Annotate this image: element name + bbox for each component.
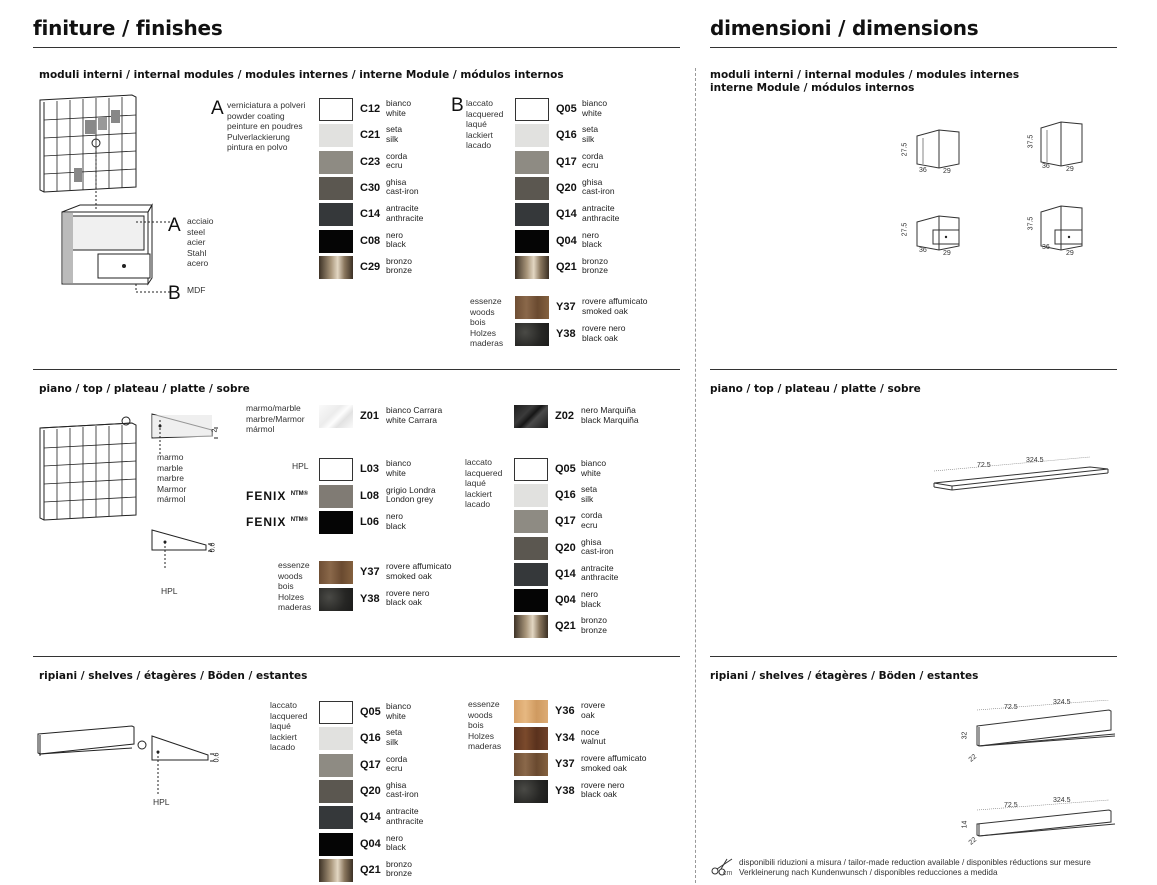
- finish-description: rovere nero black oak: [582, 323, 626, 343]
- finish-code: Q04: [360, 837, 381, 850]
- finish-code: Q17: [556, 155, 577, 168]
- section-rule: [710, 369, 1117, 370]
- swatch-y37: [515, 296, 549, 319]
- finish-description: rovere affumicato smoked oak: [581, 753, 647, 773]
- finish-description: bianco white: [581, 458, 607, 478]
- swatch-l08: [319, 485, 353, 508]
- swatch-c08: [319, 230, 353, 253]
- swatch-q04: [515, 230, 549, 253]
- module-dim-w: 29: [943, 168, 951, 175]
- finish-code: Y38: [555, 784, 575, 797]
- finish-description: nero black: [582, 229, 602, 250]
- top-dim-w1: 72.5: [977, 462, 991, 469]
- finish-code: Q16: [555, 489, 576, 502]
- finish-code: L06: [360, 516, 379, 528]
- finish-code: Q21: [360, 863, 381, 876]
- module-label-a: acciaio steel acier Stahl acero: [187, 216, 214, 269]
- hpl-caption-shelves: HPL: [153, 797, 170, 807]
- swatch-q14: [319, 806, 353, 829]
- section-rule: [710, 656, 1117, 657]
- swatch-y38: [514, 780, 548, 803]
- group-a-text: verniciatura a polveri powder coating peinture en poudres Pulverlackierung pintura en polvo: [227, 100, 306, 153]
- finish-code: Y34: [555, 731, 575, 744]
- top-thickness-hpl: 0.6: [209, 542, 217, 553]
- swatch-q14: [514, 563, 548, 586]
- title-rule-left: [33, 47, 680, 48]
- bookcase-module-illustration: [36, 92, 186, 302]
- finish-description: nero black: [386, 229, 406, 250]
- swatch-q17: [319, 754, 353, 777]
- column-divider: [695, 68, 696, 883]
- section-title-modules: moduli interni / internal modules / modules internes / interne Module / módulos internos: [39, 69, 564, 81]
- module-dim-h2: 37.5: [1027, 216, 1035, 231]
- finish-code: Q14: [360, 811, 381, 824]
- swatch-y38: [319, 588, 353, 611]
- finish-code: C23: [360, 155, 381, 168]
- finish-code: Q04: [556, 234, 577, 247]
- section-title-top: piano / top / plateau / platte / sobre: [39, 383, 250, 395]
- module-dim-w: 29: [1066, 250, 1074, 257]
- swatch-q04: [319, 833, 353, 856]
- module-label-b-letter: B: [168, 283, 181, 304]
- finish-description: bronzo bronze: [386, 858, 412, 879]
- finish-description: antracite anthracite: [582, 203, 620, 223]
- finish-description: rovere affumicato smoked oak: [386, 561, 452, 581]
- shelf-dim-d-b: 22: [967, 836, 979, 847]
- hpl-text: HPL: [292, 461, 309, 471]
- module-label-a-letter: A: [168, 215, 181, 236]
- shelf-dim-w2-a: 324.5: [1053, 699, 1071, 706]
- swatch-q17: [515, 151, 549, 174]
- finish-description: nero black: [386, 511, 406, 531]
- finish-code: Y36: [555, 705, 575, 717]
- swatch-z01: [319, 405, 353, 428]
- finish-description: grigio Londra London grey: [386, 484, 436, 505]
- finish-description: corda ecru: [581, 510, 603, 530]
- finish-description: ghisa cast-iron: [582, 176, 615, 197]
- lacquer-text-shelves: laccato lacquered laqué lackiert lacado: [270, 700, 308, 753]
- finish-description: bianco white: [386, 98, 412, 118]
- title-rule-right: [710, 47, 1117, 48]
- finish-code: Q05: [556, 103, 577, 115]
- woods-text-top: essenze woods bois Holzes maderas: [278, 560, 312, 613]
- finish-description: antracite anthracite: [386, 203, 424, 223]
- module-label-b: MDF: [187, 285, 206, 295]
- swatch-z02: [514, 405, 548, 428]
- finish-code: C30: [360, 181, 381, 194]
- finish-description: corda ecru: [386, 753, 408, 774]
- finish-code: Z01: [360, 410, 379, 422]
- swatch-y37: [514, 753, 548, 776]
- finish-description: nero black: [581, 589, 601, 609]
- finish-code: Y38: [556, 328, 576, 340]
- swatch-l06: [319, 511, 353, 534]
- finish-code: Q21: [556, 260, 577, 273]
- swatch-y37: [319, 561, 353, 584]
- section-rule: [33, 656, 680, 657]
- finish-code: Y38: [360, 592, 380, 605]
- finish-code: Q16: [360, 732, 381, 745]
- finish-description: noce walnut: [581, 726, 606, 747]
- finish-code: Q14: [556, 208, 577, 221]
- swatch-l03: [319, 458, 353, 481]
- finish-description: rovere affumicato smoked oak: [582, 296, 648, 316]
- finish-code: C29: [360, 260, 381, 273]
- finish-description: bianco white: [386, 458, 412, 478]
- section-title-shelves: ripiani / shelves / étagères / Böden / estantes: [39, 670, 308, 682]
- finish-code: C14: [360, 208, 381, 221]
- finish-description: nero black: [386, 832, 406, 853]
- section-title-modules-dim: moduli interni / internal modules / modules internes: [710, 69, 1020, 81]
- finish-description: ghisa cast-iron: [386, 779, 419, 800]
- finish-code: Q05: [360, 706, 381, 718]
- shelf-dimension-drawings: [965, 700, 1120, 850]
- finish-description: rovere oak: [581, 700, 606, 720]
- finish-code: Q05: [555, 463, 576, 475]
- swatch-c29: [319, 256, 353, 279]
- section-rule: [33, 369, 680, 370]
- finish-code: Q20: [360, 784, 381, 797]
- woods-text-modules: essenze woods bois Holzes maderas: [470, 296, 504, 349]
- lacquer-text-top: laccato lacquered laqué lackiert lacado: [465, 457, 503, 510]
- group-a-letter: A: [211, 98, 224, 119]
- shelf-illustration: [36, 718, 226, 808]
- finish-description: ghisa cast-iron: [386, 176, 419, 197]
- shelf-dim-h2: 14: [961, 820, 969, 829]
- shelf-dim-w2-b: 324.5: [1053, 797, 1071, 804]
- shelf-dim-w1-a: 72.5: [1004, 704, 1018, 711]
- top-dim-w2: 324.5: [1026, 457, 1044, 464]
- finish-code: Q17: [555, 515, 576, 528]
- swatch-q21: [514, 615, 548, 638]
- finish-description: bianco white: [582, 98, 608, 118]
- finish-code: C12: [360, 103, 381, 115]
- finish-description: seta silk: [386, 124, 403, 144]
- swatch-q05: [319, 701, 353, 724]
- swatch-q17: [514, 510, 548, 533]
- swatch-c30: [319, 177, 353, 200]
- finish-code: Q20: [555, 541, 576, 554]
- swatch-q16: [319, 727, 353, 750]
- swatch-q20: [319, 780, 353, 803]
- finish-description: bianco white: [386, 701, 412, 721]
- finish-code: Y37: [556, 301, 576, 313]
- finish-code: Q04: [555, 594, 576, 606]
- finish-code: Q14: [555, 567, 576, 580]
- group-b-text: laccato lacquered laqué lackiert lacado: [466, 98, 504, 151]
- section-title-shelves-dim: ripiani / shelves / étagères / Böden / estantes: [710, 670, 979, 682]
- marble-caption: marmo marble marbre Marmor mármol: [157, 452, 187, 505]
- finish-description: seta silk: [386, 727, 403, 747]
- finish-code: L08: [360, 489, 379, 502]
- module-dim-d: 36: [1042, 244, 1050, 251]
- swatch-c23: [319, 151, 353, 174]
- top-thickness-marble: 2: [211, 428, 219, 433]
- module-dim-d: 36: [1042, 163, 1050, 170]
- finish-description: rovere nero black oak: [386, 587, 430, 608]
- finish-description: rovere nero black oak: [581, 779, 625, 800]
- finish-code: C08: [360, 234, 381, 247]
- finish-description: antracite anthracite: [386, 806, 424, 826]
- module-dimension-drawings: [895, 120, 1095, 260]
- finish-description: bronzo bronze: [581, 615, 607, 635]
- finish-description: seta silk: [581, 484, 598, 504]
- reduction-note: disponibili riduzioni a misura / tailor-made reduction available / disponibles réductions sur mesure Verkleinerung nach Kundenwunsch / disponibles reducciones a medida: [739, 858, 1091, 877]
- swatch-q05: [515, 98, 549, 121]
- swatch-q20: [515, 177, 549, 200]
- module-dim-h2: 37.5: [1027, 134, 1035, 149]
- module-dim-d: 36: [919, 247, 927, 254]
- shelf-dim-w1-b: 72.5: [1004, 802, 1018, 809]
- finish-description: corda ecru: [582, 150, 604, 171]
- swatch-c14: [319, 203, 353, 226]
- shelf-dim-d-a: 22: [967, 753, 979, 764]
- module-dim-w: 29: [943, 250, 951, 257]
- top-dimension-drawing: [930, 455, 1110, 500]
- shelf-dim-h1: 32: [961, 731, 969, 740]
- unit-label: cm: [723, 870, 733, 877]
- finish-code: L03: [360, 463, 379, 475]
- swatch-q05: [514, 458, 548, 481]
- finish-description: antracite anthracite: [581, 562, 619, 583]
- finish-description: bronzo bronze: [582, 255, 608, 276]
- finish-code: Q20: [556, 181, 577, 194]
- swatch-q14: [515, 203, 549, 226]
- swatch-q16: [515, 124, 549, 147]
- section-title-modules-dim-2: interne Module / módulos internos: [710, 82, 915, 94]
- shelf-thickness: 0.6: [213, 752, 221, 763]
- section-title-top-dim: piano / top / plateau / platte / sobre: [710, 383, 921, 395]
- swatch-y36: [514, 700, 548, 723]
- marble-text: marmo/marble marbre/Marmor mármol: [246, 403, 305, 435]
- swatch-y34: [514, 727, 548, 750]
- module-dim-w: 29: [1066, 166, 1074, 173]
- finish-description: bronzo bronze: [386, 255, 412, 276]
- swatch-q21: [319, 859, 353, 882]
- swatch-q04: [514, 589, 548, 612]
- finish-code: Q21: [555, 620, 576, 633]
- hpl-caption-top: HPL: [161, 586, 178, 596]
- dimensions-title: dimensioni / dimensions: [710, 16, 979, 40]
- finish-description: ghisa cast-iron: [581, 536, 614, 557]
- finish-description: bianco Carrara white Carrara: [386, 405, 443, 425]
- finishes-title: finiture / finishes: [33, 16, 223, 40]
- swatch-c12: [319, 98, 353, 121]
- swatch-q20: [514, 537, 548, 560]
- module-dim-h1: 27.5: [901, 142, 909, 157]
- finish-description: seta silk: [582, 124, 599, 144]
- finish-code: Y37: [360, 566, 380, 578]
- group-b-letter: B: [451, 95, 464, 116]
- fenix-logo-1: FENIX $^{NTM®}$: [246, 489, 309, 503]
- swatch-c21: [319, 124, 353, 147]
- swatch-q21: [515, 256, 549, 279]
- swatch-y38: [515, 323, 549, 346]
- top-illustration: [36, 410, 226, 600]
- fenix-logo-2: FENIX $^{NTM®}$: [246, 515, 309, 529]
- finish-code: Z02: [555, 410, 574, 422]
- finish-description: corda ecru: [386, 150, 408, 171]
- module-dim-d: 36: [919, 167, 927, 174]
- finish-code: Y37: [555, 758, 575, 770]
- finish-code: Q16: [556, 129, 577, 142]
- module-dim-h1: 27.5: [901, 222, 909, 237]
- finish-code: C21: [360, 129, 381, 142]
- woods-text-shelves: essenze woods bois Holzes maderas: [468, 699, 502, 752]
- finish-code: Q17: [360, 758, 381, 771]
- finish-description: nero Marquiña black Marquiña: [581, 405, 639, 425]
- swatch-q16: [514, 484, 548, 507]
